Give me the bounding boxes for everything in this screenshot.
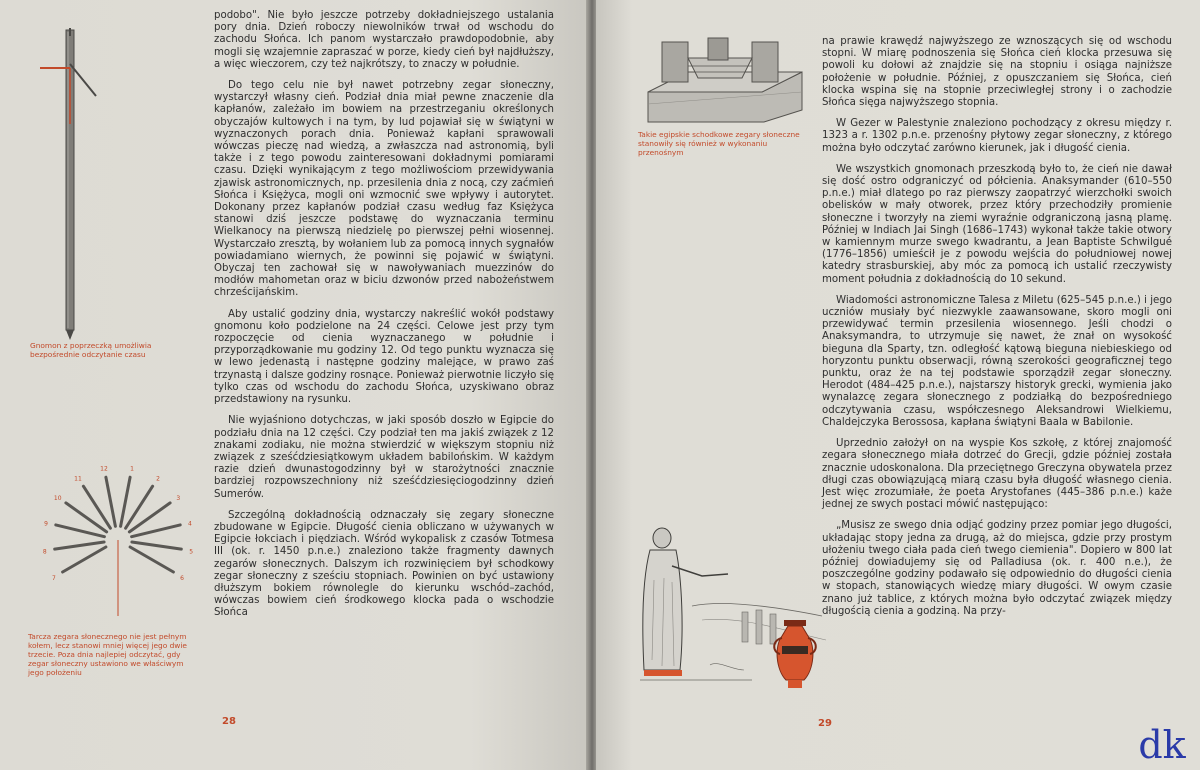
sundial-hour-label: 10 bbox=[53, 495, 62, 503]
left-column-text bbox=[214, 10, 554, 629]
sundial-hour-label: 9 bbox=[44, 520, 49, 528]
sundial-hour-label: 5 bbox=[189, 548, 194, 556]
sundial-ray bbox=[126, 486, 153, 528]
page-number-right: 29 bbox=[818, 718, 832, 729]
sundial-hour-label: 7 bbox=[51, 575, 56, 582]
page-number-left: 28 bbox=[222, 716, 236, 727]
sundial-hour-label: 1 bbox=[130, 465, 134, 473]
greek-figure-illustration bbox=[632, 520, 826, 692]
sundial-ray bbox=[106, 477, 116, 526]
left-paragraph: Nie wyjaśniono dotychczas, w jaki sposób doszło w Egipcie do podziału dnia na 12 części. Czy podział ten ma jakiś związek z 12 znakami zodiaku, nie można stwierdzić w większym stopniu niż związek z sześćdziesiątkowym układem babilońskim. W każdym razie dzień dwunastogodzinny był w starożytności znacznie bardziej rozpowszechniony niż sześćdziesięciogodzinny dzień Sumerów. bbox=[214, 415, 554, 500]
sundial-ray bbox=[132, 542, 181, 549]
step-sundial-illustration bbox=[642, 32, 810, 124]
sundial-ray bbox=[121, 477, 131, 526]
sundial-ray bbox=[55, 542, 104, 549]
sundial-hour-label: 2 bbox=[156, 475, 160, 483]
sundial-ray bbox=[83, 486, 110, 528]
right-paragraph: Wiadomości astronomiczne Talesa z Miletu (625–545 p.n.e.) i jego uczniów musiały być niezwykle zaawansowane, skoro mogli oni przewidywać termin przesilenia wiosennego. Jeśli chodzi o Anaksymandra, to utrzymuje się nawet, że znał on wysokość bieguna dla Sparty, tzn. odległość kątową bieguna niebieskiego od horyzontu punktu obserwacji, równą szerokości geograficznej tego punktu, oraz że na tej podstawie sporządził zegar słoneczny. Herodot (484–425 p.n.e.), najstarszy historyk grecki, wymienia jako wynalazcę zegara słonecznego z podziałką do bezpośredniego odczytywania czasu, współczesnego Aleksandrowi Wielkiemu, Chaldejczyka Berossosa, kapłana świątyni Baala w Babilonie. bbox=[822, 294, 1172, 428]
gnomon-caption: Gnomon z poprzeczką umożliwia bezpośrednie odczytanie czasu bbox=[30, 341, 152, 359]
sundial-caption: Tarcza zegara słonecznego nie jest pełnym kołem, lecz stanowi mniej więcej jego dwie trzecie. Poza dnia najlepiej odczytać, gdy zegar słoneczny ustawiono we właściwym jego położeniu bbox=[28, 632, 187, 677]
sundial-hour-label: 6 bbox=[180, 575, 185, 582]
sundial-hour-label: 11 bbox=[74, 475, 82, 483]
right-paragraph: W Gezer w Palestynie znaleziono pochodzący z okresu między r. 1323 a r. 1302 p.n.e. przenośny płytowy zegar słoneczny, z którego można było odczytać zarówno kierunek, jak i długość cienia. bbox=[822, 118, 1172, 154]
sundial-hour-label: 8 bbox=[42, 548, 47, 556]
right-paragraph: „Musisz ze swego dnia odjąć godziny przez pomiar jego długości, układając stopy jedna za drugą, aż do miejsca, gdzie przy prostym ułożeniu twego ciała pada cień twego ciemienia". Dopiero w 800 lat później dowiadujemy się od Palladiusa (ok. r. 400 n.e.), że poszczególne godziny podawało się odpowiednio do długości cienia w stopach, stanowiących wiedzę miary długości. W owym czasie znano już tablice, z których można było odczytać związek między długością cienia a godziną. Na przy- bbox=[822, 520, 1172, 617]
left-page bbox=[0, 0, 588, 770]
right-paragraph: na prawie krawędź najwyższego ze wznoszących się od wschodu stopni. W miarę podnoszenia się Słońca cień klocka przesuwa się powoli ku dołowi aż znajdzie się na stopniu i osiąga najniższe położenie w południe. Później, z opuszczaniem się Słońca, cień klocka wspina się na stopnie przeciwległej strony i o zachodzie Słońca sięga najwyższego stopnia. bbox=[822, 36, 1172, 109]
sundial-fan-illustration bbox=[30, 465, 200, 620]
sundial-hour-label: 4 bbox=[187, 520, 192, 528]
right-paragraph: We wszystkich gnomonach przeszkodą było to, że cień nie dawał się dość ostro odgraniczyć od półcienia. Anaksymander (610–550 p.n.e.) miał dlatego po raz pierwszy zaopatrzyć wierzchołki swoich obelisków w mały otworek, przez który przechodziły promienie słoneczne i tworzyły na ziemi wyraźnie odgraniczoną jasną plamę. Później w Indiach Jai Singh (1686–1743) wykonał także takie otwory w kamiennym murze swego kwadrantu, a Jean Baptiste Schwilgué (1776–1856) umieścił je z powodu wejścia do południowej nowej katedry strasburskiej, aby móc za pomocą ich ustalić rzeczywisty moment południa z dokładnością do 10 sekund. bbox=[822, 163, 1172, 285]
left-paragraph: podobo". Nie było jeszcze potrzeby dokładniejszego ustalania pory dnia. Dzień roboczy niewolników trwał od wschodu do zachodu Słońca. Ich panom wystarczało prawdopodobnie, aby mogli się wzajemnie zapraszać w porze, kiedy cień był najdłuższy, a więc wieczorem, czy też najkrótszy, to znaczy w południe. bbox=[214, 10, 554, 70]
left-paragraph: Aby ustalić godziny dnia, wystarczy nakreślić wokół podstawy gnomonu koło podzielone na 24 części. Celowe jest przy tym rozpoczęcie od cienia wyznaczanego w południe i przyporządkowanie mu godziny 12. Od tego punktu wyznacza się w lewo jedenastą i następne godziny malejące, w prawo zaś trzynastą i dalsze godziny rosnące. Ponieważ pierwotnie liczyło się tylko czas od wschodu do zachodu Słońca, uzyskiwano obraz przedstawiony na rysunku. bbox=[214, 308, 554, 406]
dk-watermark-logo bbox=[1132, 722, 1192, 767]
sundial-hour-label: 3 bbox=[176, 495, 181, 503]
sundial-ray bbox=[130, 547, 173, 572]
svg-text:dk: dk bbox=[1138, 723, 1186, 767]
right-page bbox=[596, 0, 1200, 770]
left-paragraph: Szczególną dokładnością odznaczały się zegary słoneczne zbudowane w Egipcie. Długość cienia obliczano w używanych w Egipcie łokciach i piędziach. Wśród wykopalisk z czasów Totmesa III (ok. r. 1450 p.n.e.) znaleziono także fragmenty dawnych zegarów słonecznych. Dalszym ich rozwinięciem był schodkowy zegar słoneczny z sześciu stopniach. Powinien on być ustawiony dłuższym bokiem równolegle do kierunku wschód–zachód, wówczas bowiem cień środkowego klocka pada o wschodzie Słońca bbox=[214, 509, 554, 619]
gnomon-illustration bbox=[30, 24, 110, 342]
sundial-ray bbox=[63, 547, 106, 572]
amphora-icon bbox=[774, 620, 816, 688]
step-sundial-caption: Takie egipskie schodkowe zegary słoneczne stanowiły się również w wykonaniu przenośnym bbox=[638, 130, 800, 157]
right-column-text bbox=[822, 36, 1172, 627]
left-paragraph: Do tego celu nie był nawet potrzebny zegar słoneczny, wystarczył własny cień. Podział dnia miał pewne znaczenie dla kapłanów, zależało im bowiem na przestrzeganiu określonych obyczajów kultowych i na tym, by lud pojawiał się w świątyni w wyznaczonych porach dnia. Ponieważ kapłani sprawowali wówczas pieczę nad wiedzą, a zwłaszcza nad astronomią, byli także i z tego powodu zainteresowani dokładnymi pomiarami czasu. Dzięki wynikającym z tego możliwościom przewidywania zjawisk astronomicznych, np. przesilenia dnia z nocą, czy zaćmień Słońca i Księżyca, mogli oni wzmocnić swe wpływy i autorytet. Dokonany przez kapłanów podział czasu według faz Księżyca stanowi dziś jeszcze podstawę do wyznaczania terminu Wielkanocy na pierwszą niedzielę po pierwszej pełni wiosennej. Wystarczało zresztą, by wołaniem lub za pomocą innych sygnałów powiadamiano wiernych, że powinni się pojawić w świątyni. Obyczaj ten zachował się w nawoływaniach muezzinów do modłów mahometan oraz w biciu dzwonów przed nabożeństwem chrześcijańskim. bbox=[214, 80, 554, 299]
right-paragraph: Uprzednio założył on na wyspie Kos szkołę, z której znajomość zegara słonecznego miała dotrzeć do Grecji, gdzie później została znacznie udoskonalona. Dla przeciętnego Greczyna obywatela przez długi czas obowiązującą miarą czasu była długość własnego cienia. Jest więc zrozumiałe, że poeta Arystofanes (445–386 p.n.e.) każe jednej ze swych postaci mówić następująco: bbox=[822, 438, 1172, 511]
sundial-hour-label: 12 bbox=[100, 465, 108, 473]
